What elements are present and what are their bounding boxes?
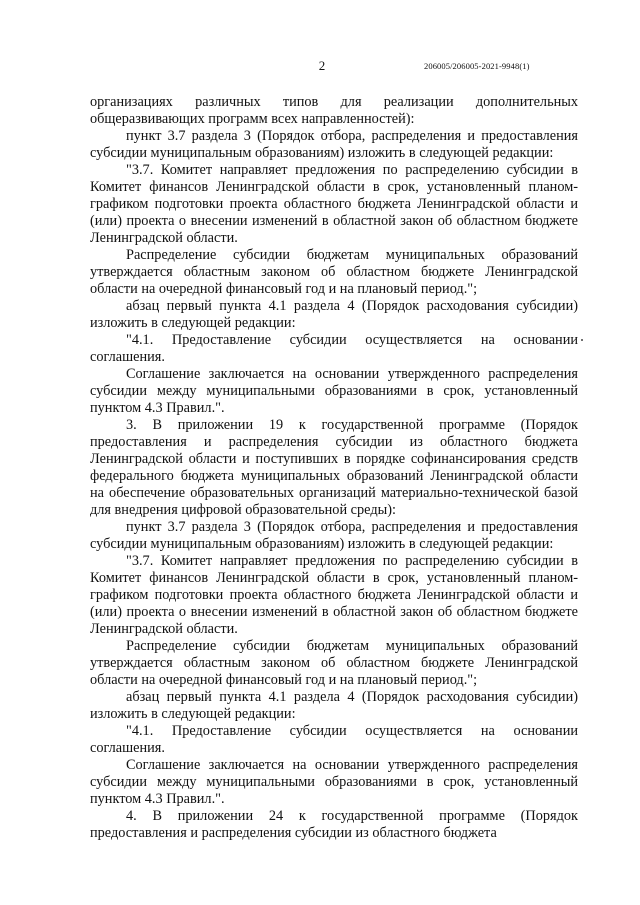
paragraph: Соглашение заключается на основании утвержденного распределения субсидии между муниципальными образованиями в срок, установленный пунктом 4.3 Правил.". <box>90 757 578 807</box>
paragraph: Распределение субсидии бюджетам муниципальных образований утверждается областным законом об областном бюджете Ленинградской области на очередной финансовый год и на плановый период."; <box>90 247 578 297</box>
paragraph: абзац первый пункта 4.1 раздела 4 (Порядок расходования субсидии) изложить в следующей редакции: <box>90 689 578 722</box>
document-body <box>90 94 578 842</box>
document-id: 206005/206005-2021-9948(1) <box>424 61 530 71</box>
paragraph: "4.1. Предоставление субсидии осуществляется на основании соглашения. <box>90 723 578 756</box>
paragraph: пункт 3.7 раздела 3 (Порядок отбора, распределения и предоставления субсидии муниципальным образованиям) изложить в следующей редакции: <box>90 128 578 161</box>
paragraph: "3.7. Комитет направляет предложения по распределению субсидии в Комитет финансов Ленинградской области в срок, установленный планом-графиком подготовки проекта областного бюджета Ленинградской области и (или) проекта о внесении изменений в областной закон об областном бюджете Ленинградской области. <box>90 553 578 637</box>
paragraph: "3.7. Комитет направляет предложения по распределению субсидии в Комитет финансов Ленинградской области в срок, установленный планом-графиком подготовки проекта областного бюджета Ленинградской области и (или) проекта о внесении изменений в областной закон об областном бюджете Ленинградской области. <box>90 162 578 246</box>
paragraph: Соглашение заключается на основании утвержденного распределения субсидии между муниципальными образованиями в срок, установленный пунктом 4.3 Правил.". <box>90 366 578 416</box>
page-number: 2 <box>318 58 326 73</box>
paragraph: пункт 3.7 раздела 3 (Порядок отбора, распределения и предоставления субсидии муниципальным образованиям) изложить в следующей редакции: <box>90 519 578 552</box>
paragraph: абзац первый пункта 4.1 раздела 4 (Порядок расходования субсидии) изложить в следующей редакции: <box>90 298 578 331</box>
scan-speck <box>581 339 583 341</box>
paragraph: 3. В приложении 19 к государственной программе (Порядок предоставления и распределения субсидии из областного бюджета Ленинградской области и поступивших в порядке софинансирования средств федерального бюджета муниципальных образований Ленинградской области на обеспечение образовательных организаций материально-технической базой для внедрения цифровой образовательной среды): <box>90 417 578 518</box>
paragraph: 4. В приложении 24 к государственной программе (Порядок предоставления и распределения субсидии из областного бюджета <box>90 808 578 841</box>
paragraph: организациях различных типов для реализации дополнительных общеразвивающих программ всех направленностей): <box>90 94 578 127</box>
paragraph: "4.1. Предоставление субсидии осуществляется на основании соглашения. <box>90 332 578 365</box>
paragraph: Распределение субсидии бюджетам муниципальных образований утверждается областным законом об областном бюджете Ленинградской области на очередной финансовый год и на плановый период."; <box>90 638 578 688</box>
